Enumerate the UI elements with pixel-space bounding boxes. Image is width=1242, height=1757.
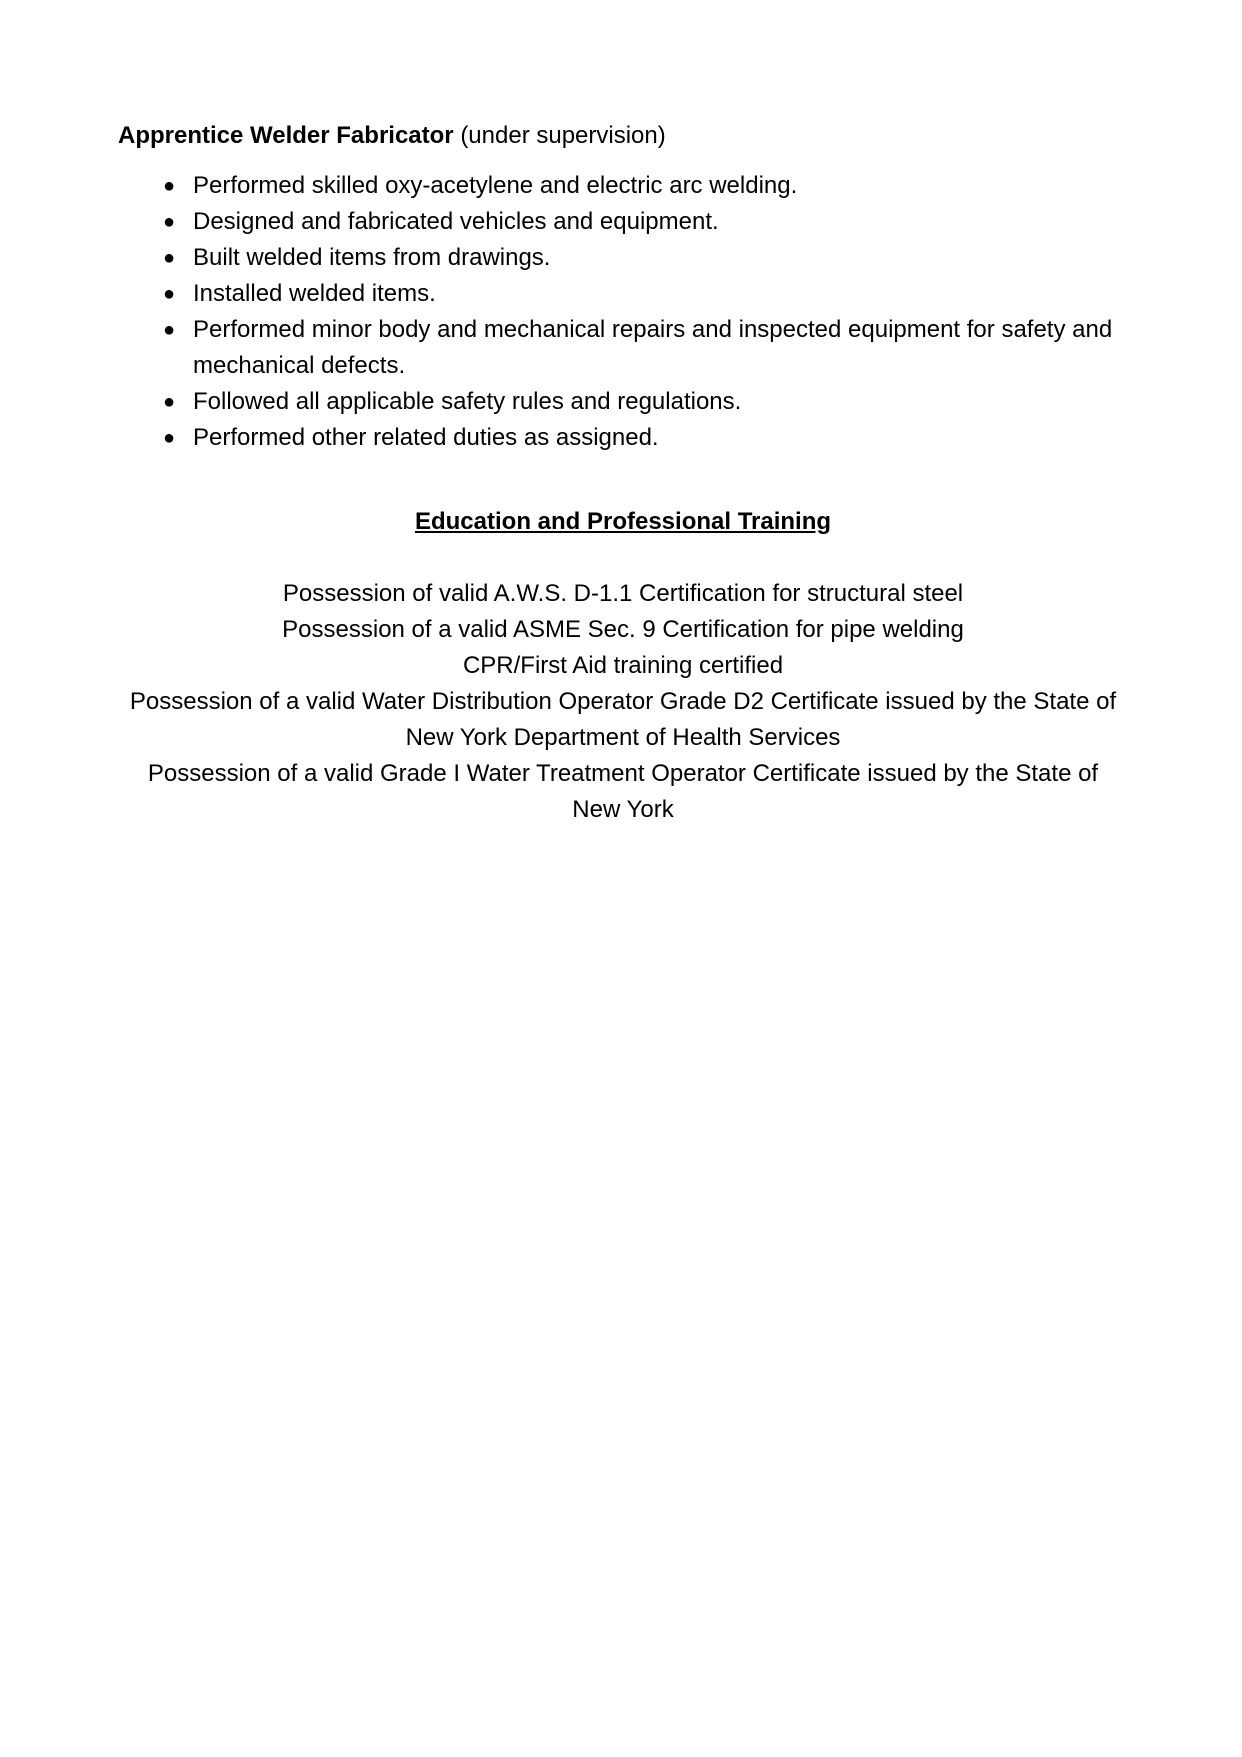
education-list [118,576,1128,828]
list-item [118,240,1148,276]
duty-text: Performed skilled oxy-acetylene and electric arc welding. [193,172,798,199]
duty-text: Installed welded items. [193,280,436,307]
education-item: Possession of a valid ASME Sec. 9 Certification for pipe welding [282,616,964,643]
job-title-line [118,118,1128,154]
education-section [118,504,1128,828]
bullet-icon: ● [163,247,176,269]
education-item: Possession of a valid Water Distribution Operator Grade D2 Certificate issued by the State of New York Department of Health Services [129,688,1117,751]
list-item [118,384,1148,420]
duty-text: Performed minor body and mechanical repairs and inspected equipment for safety and mechanical defects. [193,316,1113,379]
bullet-icon: ● [163,427,176,449]
duty-text: Built welded items from drawings. [193,244,551,271]
bullet-icon: ● [163,319,176,341]
education-heading: Education and Professional Training [414,508,832,535]
list-item [118,420,1148,456]
list-item [118,204,1148,240]
bullet-icon: ● [163,175,176,197]
job-section [118,118,1128,456]
education-item: Possession of a valid Grade I Water Treatment Operator Certificate issued by the State of New York [147,760,1099,823]
list-item [118,276,1148,312]
list-item [118,312,1148,384]
bullet-icon: ● [163,211,176,233]
job-qualifier: (under supervision) [460,122,666,149]
list-item [118,168,1148,204]
duty-text: Designed and fabricated vehicles and equipment. [193,208,719,235]
job-title: Apprentice Welder Fabricator [118,122,454,149]
education-item: Possession of valid A.W.S. D-1.1 Certification for structural steel [282,580,964,607]
bullet-icon: ● [163,391,176,413]
education-item: CPR/First Aid training certified [462,652,784,679]
duty-text: Followed all applicable safety rules and regulations. [193,388,742,415]
duty-text: Performed other related duties as assigned. [193,424,659,451]
duties-list [118,168,1128,456]
bullet-icon: ● [163,283,176,305]
